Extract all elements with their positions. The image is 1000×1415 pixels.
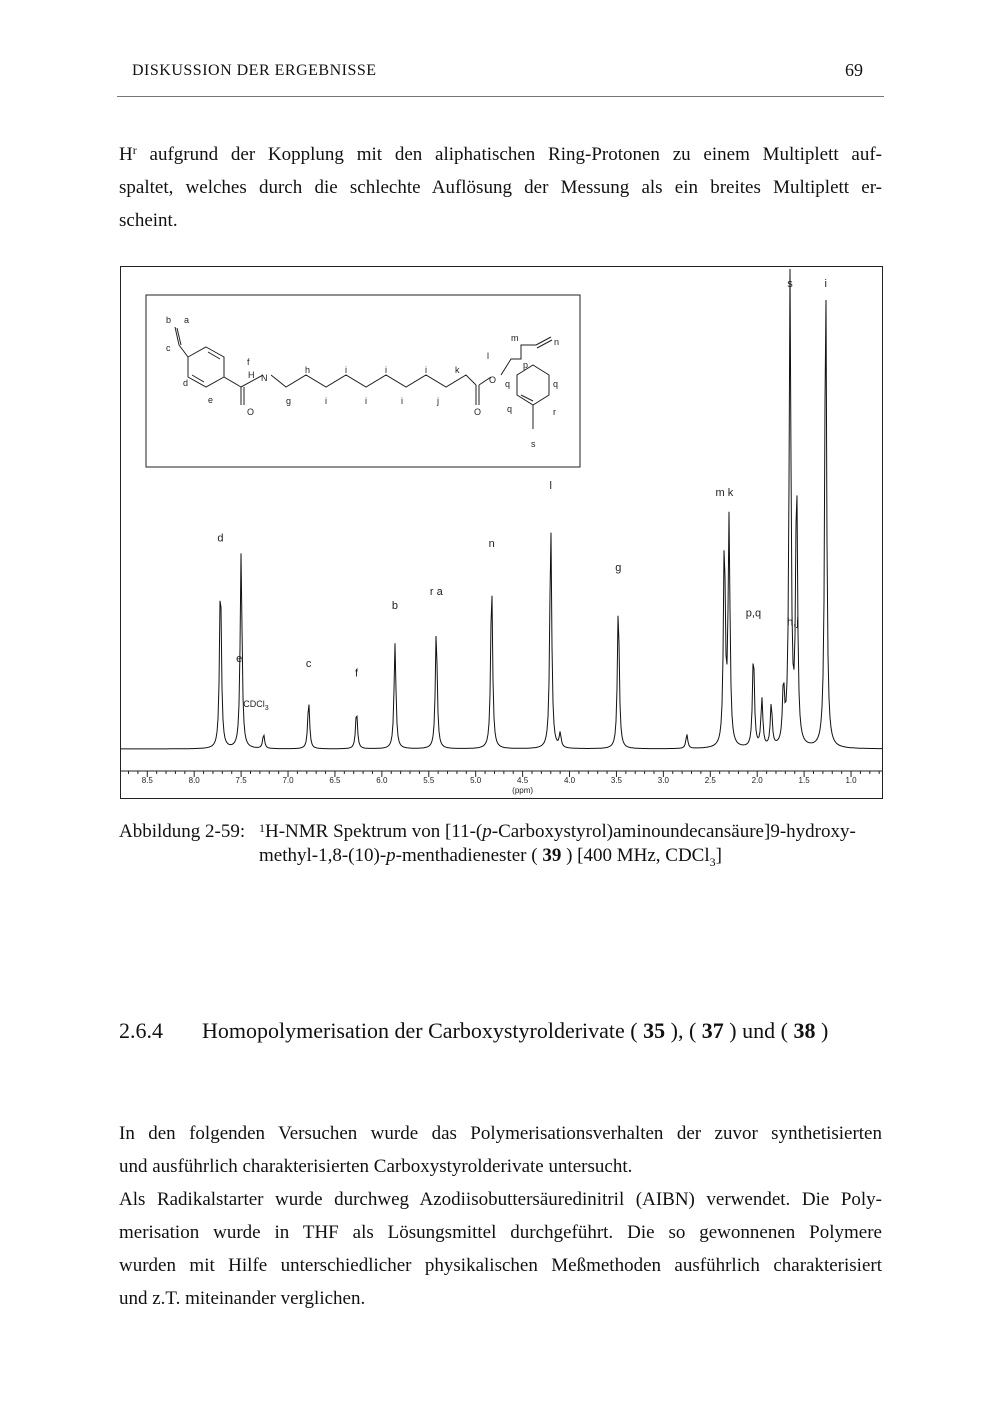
running-header-title: DISKUSSION DER ERGEBNISSE xyxy=(132,62,377,79)
peak-label: l xyxy=(549,480,552,493)
intro-line-2: spaltet, welches durch die schlechte Auflösung der Messung als ein breites Multiplett er- xyxy=(119,177,882,198)
svg-text:j: j xyxy=(437,396,439,406)
svg-text:q: q xyxy=(505,379,511,389)
intro-paragraph xyxy=(119,138,882,237)
caption-line-1: $^1$H-NMR Spektrum von [11-(p-Carboxystyrol)aminoundecansäure]9-hydroxy- xyxy=(259,821,856,842)
caption-label: Abbildung 2-59: xyxy=(119,821,246,842)
nmr-figure xyxy=(120,266,883,799)
body-line-4: merisation wurde in THF als Lösungsmittel durchgeführt. Die so gewonnenen Polymere xyxy=(119,1222,882,1243)
peak-label: n xyxy=(488,537,495,550)
peak-label: d xyxy=(217,532,224,545)
svg-text:b: b xyxy=(166,315,172,325)
peak-label: c xyxy=(305,657,312,670)
svg-text:i: i xyxy=(425,365,427,375)
x-tick-label: 5.5 xyxy=(423,776,435,785)
peak-label: f xyxy=(354,667,359,680)
svg-text:l: l xyxy=(487,351,489,361)
section-title: Homopolymerisation der Carboxystyrolderivate ( 35 ), ( 37 ) und ( 38 ) xyxy=(202,1018,829,1043)
peak-label: r a xyxy=(429,585,443,598)
svg-text:H: H xyxy=(248,370,255,380)
body-paragraph xyxy=(119,1117,882,1315)
x-tick-label: 4.0 xyxy=(563,776,576,785)
x-tick-label: 3.0 xyxy=(657,776,669,785)
intro-line-3: scheint. xyxy=(119,210,178,231)
peak-label: g xyxy=(615,561,622,574)
body-line-1: In den folgenden Versuchen wurde das Polymerisationsverhalten der zuvor synthetisierten xyxy=(119,1123,882,1144)
peak-label: b xyxy=(391,600,399,613)
svg-text:d: d xyxy=(183,378,189,388)
peak-label: h,j xyxy=(787,616,799,629)
caption-line-2: methyl-1,8-(10)-p-menthadienester ( 39 ) [400 MHz, CDCl$_3$] xyxy=(259,845,722,869)
body-line-6: und z.T. miteinander verglichen. xyxy=(119,1288,366,1309)
svg-text:q: q xyxy=(553,379,559,389)
peak-labels xyxy=(217,278,827,679)
peak-label: s xyxy=(787,278,793,290)
svg-text:r: r xyxy=(553,407,556,417)
svg-text:N: N xyxy=(261,373,268,383)
peak-label: e xyxy=(236,653,243,666)
svg-text:i: i xyxy=(385,365,387,375)
caption-text xyxy=(259,820,909,874)
x-tick-label: 1.5 xyxy=(798,776,810,785)
x-tick-label: 8.0 xyxy=(188,776,200,785)
svg-text:m: m xyxy=(511,333,519,343)
header-rule xyxy=(117,96,884,97)
peak-label: i xyxy=(824,278,827,290)
svg-text:O: O xyxy=(474,407,482,417)
nmr-spectrum-chart xyxy=(121,267,882,798)
x-axis-label: (ppm) xyxy=(512,786,534,795)
intro-line-1: $H^r$ aufgrund der Kopplung mit den aliphatischen Ring-Protonen zu einem Multiplett auf- xyxy=(119,143,882,165)
svg-text:k: k xyxy=(455,365,460,375)
body-line-3: Als Radikalstarter wurde durchweg Azodiisobuttersäuredinitril (AIBN) verwendet. Die Poly- xyxy=(119,1189,882,1210)
svg-text:O: O xyxy=(489,375,497,385)
svg-text:q: q xyxy=(507,404,513,414)
section-number: 2.6.4 xyxy=(119,1018,163,1043)
svg-text:e: e xyxy=(208,395,214,405)
page-number: 69 xyxy=(845,60,863,80)
solvent-label: CDCl$_3$ xyxy=(243,699,269,712)
svg-text:i: i xyxy=(401,396,403,406)
svg-text:i: i xyxy=(345,365,347,375)
svg-text:i: i xyxy=(365,396,367,406)
svg-text:p: p xyxy=(523,360,529,370)
structure-inset xyxy=(146,295,580,467)
body-line-2: und ausführlich charakterisierten Carboxystyrolderivate untersucht. xyxy=(119,1156,633,1177)
svg-text:i: i xyxy=(325,396,327,406)
svg-text:a: a xyxy=(184,315,190,325)
peak-label: p,q xyxy=(745,607,762,620)
x-tick-label: 6.5 xyxy=(329,776,341,785)
x-tick-label: 2.0 xyxy=(751,776,763,785)
x-tick-label: 7.0 xyxy=(282,776,294,785)
x-tick-label: 6.0 xyxy=(376,776,388,785)
svg-text:h: h xyxy=(305,365,311,375)
x-tick-label: 5.0 xyxy=(470,776,482,785)
x-tick-label: 1.0 xyxy=(845,776,857,785)
spectrum-trace xyxy=(121,269,882,749)
x-tick-label: 7.5 xyxy=(235,776,247,785)
svg-text:s: s xyxy=(531,439,536,449)
body-line-5: wurden mit Hilfe unterschiedlicher physikalischen Meßmethoden ausführlich charakterisiert xyxy=(119,1255,882,1276)
svg-text:O: O xyxy=(247,407,255,417)
x-axis xyxy=(121,771,882,795)
x-tick-label: 3.5 xyxy=(610,776,623,785)
x-tick-label: 2.5 xyxy=(704,776,716,785)
x-tick-label: 8.5 xyxy=(141,776,153,785)
svg-text:f: f xyxy=(247,357,250,367)
x-tick-label: 4.5 xyxy=(517,776,529,785)
structure-labels xyxy=(166,315,559,449)
svg-text:c: c xyxy=(166,343,171,353)
peak-label: m k xyxy=(715,486,734,499)
svg-text:g: g xyxy=(286,396,292,406)
svg-text:n: n xyxy=(554,337,560,347)
